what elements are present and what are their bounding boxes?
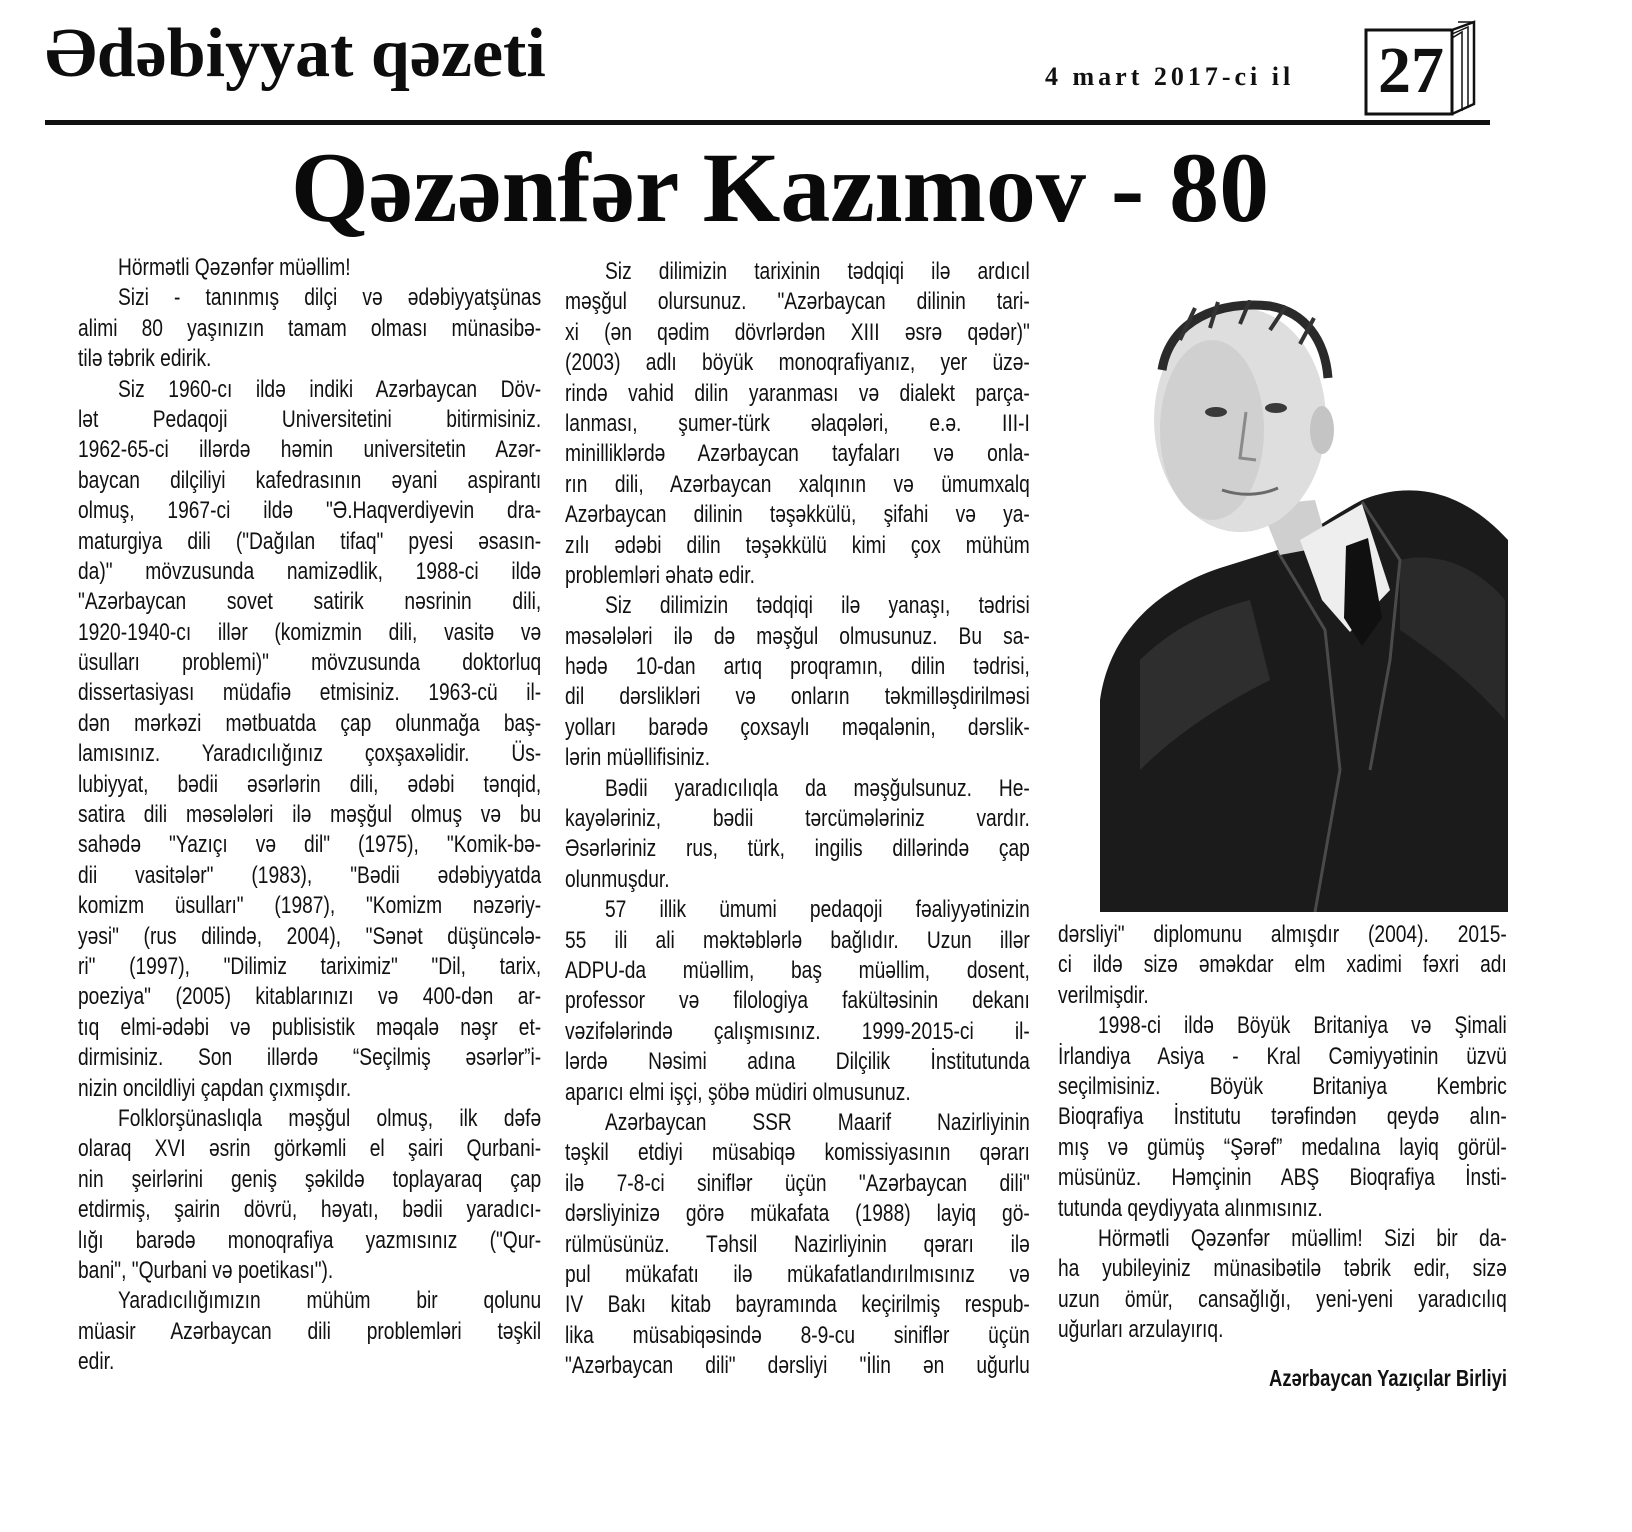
text-line: ci ildə sizə əməkdar elm xadimi fəxri adı	[1058, 951, 1507, 979]
text-line: üsulları problemi)" mövzusunda doktorluq	[78, 649, 542, 677]
signature: Azərbaycan Yazıçılar Birliyi	[1269, 1365, 1507, 1391]
text-line: edir.	[78, 1348, 115, 1376]
text-line: professor və filologiya fakültəsinin dekanı	[565, 987, 1030, 1015]
text-line: lika müsabiqəsində 8-9-cu siniflər üçün	[565, 1321, 1030, 1349]
newspaper-name: Ədəbiyyat qəzeti	[45, 15, 546, 92]
text-line: rın dili, Azərbaycan xalqının və ümumxalq	[565, 470, 1030, 498]
text-line: seçilmisiniz. Böyük Britaniya Kembric	[1058, 1072, 1507, 1100]
text-line: Hörmətli Qəzənfər müəllim! Sizi bir da-	[1098, 1224, 1507, 1252]
text-line: yolları barədə çoxsaylı məqalənin, dərslik-	[565, 713, 1030, 741]
text-line: Azərbaycan dilinin təşəkkülü, şifahi və ya-	[565, 501, 1030, 529]
text-line: tilə təbrik edirik.	[78, 345, 212, 373]
text-line: mış və gümüş “Şərəf” medalına layiq görül-	[1058, 1133, 1507, 1161]
text-line: sahədə "Yazıçı və dil" (1975), "Komik-bə-	[78, 831, 542, 859]
text-line: lubiyyat, bədii əsərlərin dili, ədəbi tənqid,	[78, 770, 542, 798]
text-line: aparıcı elmi işçi, şöbə müdiri olmusunuz.	[565, 1078, 911, 1106]
text-line: maturgiya dili ("Dağılan tifaq" pyesi əsasın-	[78, 527, 542, 555]
text-line: uzun ömür, cansağlığı, yeni-yeni yaradıcılıq	[1058, 1285, 1507, 1313]
paragraph	[565, 1108, 1030, 1382]
text-line: Siz dilimizin tədqiqi ilə yanaşı, tədrisi	[605, 592, 1030, 620]
article-column-1	[78, 253, 541, 1377]
page-number: 27	[1378, 34, 1444, 107]
text-line: nizin oncildliyi çapdan çıxmışdır.	[78, 1074, 352, 1102]
text-line: müsünüz. Həmçinin ABŞ Bioqrafiya İnsti-	[1058, 1164, 1507, 1192]
text-line: Əsərləriniz rus, türk, ingilis dillərində çap	[565, 835, 1030, 863]
photo-eye-left	[1205, 407, 1227, 417]
text-line: uğurları arzulayırıq.	[1058, 1316, 1224, 1344]
issue-date: 4 mart 2017-ci il	[1045, 62, 1295, 91]
portrait-photo	[1100, 300, 1508, 912]
text-line: məşğul olursunuz. "Azərbaycan dilinin tari-	[565, 288, 1030, 316]
text-line: ilə 7-8-ci siniflər üçün "Azərbaycan dili"	[565, 1169, 1030, 1197]
text-line: (2003) adlı böyük monoqrafiyanız, yer üzə-	[565, 349, 1030, 377]
text-line: təşkil etdiyi müsabiqə komissiyasının qərarı	[565, 1139, 1030, 1167]
text-line: zılı ədəbi dilin təşəkkülü kimi çox mühüm	[565, 531, 1030, 559]
text-line: Folklorşünaslıqla məşğul olmuş, ilk dəfə	[118, 1104, 542, 1132]
text-line: alimi 80 yaşınızın tamam olması münasibə-	[78, 314, 542, 342]
text-line: dən mərkəzi mətbuatda çap olunmağa baş-	[78, 709, 542, 737]
text-line: yəsi" (rus dilində, 2004), "Sənət düşüncələ-	[78, 922, 542, 950]
text-line: olunmuşdur.	[565, 865, 670, 893]
text-line: Hörmətli Qəzənfər müəllim!	[118, 254, 351, 281]
paragraph	[78, 253, 541, 283]
paragraph	[1058, 1224, 1507, 1346]
text-line: nin şeirlərini geniş şəkildə toplayaraq çap	[78, 1165, 542, 1193]
text-line: baycan dilçiliyi kafedrasının əyani aspirantı	[78, 466, 542, 494]
photo-eye-right	[1265, 403, 1287, 413]
text-line: 55 ili ali məktəblərlə bağlıdır. Uzun illər	[565, 926, 1030, 954]
text-line: olaraq XVI əsrin görkəmli el şairi Qurbani-	[78, 1135, 542, 1163]
text-line: lığı barədə monoqrafiya yazmısınız ("Qur-	[78, 1226, 542, 1254]
text-line: dərsliyinizə görə mükafata (1988) layiq gö-	[565, 1200, 1030, 1228]
text-line: Sizi - tanınmış dilçi və ədəbiyyatşünas	[118, 284, 542, 312]
paragraph	[565, 591, 1030, 773]
text-line: dii vasitələr" (1983), "Bədii ədəbiyyatda	[78, 861, 542, 889]
text-line: rində vahid dilin yaranması və dialekt parça-	[565, 379, 1030, 407]
text-line: Bioqrafiya İnstitutu tərəfindən qeydə alın-	[1058, 1103, 1507, 1131]
text-line: tutunda qeydiyyata alınmısınız.	[1058, 1194, 1323, 1222]
text-line: satira dili məsələləri ilə məşğul olmuş və bu	[78, 801, 542, 829]
text-line: 57 illik ümumi pedaqoji fəaliyyətinizin	[605, 896, 1030, 924]
paragraph	[1058, 920, 1507, 1011]
text-line: lamısınız. Yaradıcılığınız çoxşaxəlidir. Üs-	[78, 740, 542, 768]
article-column-2	[565, 257, 1030, 1381]
paragraph	[565, 774, 1030, 896]
photo-ear	[1310, 406, 1334, 454]
text-line: hədə 10-dan artıq proqramın, dilin tədrisi,	[565, 653, 1030, 681]
text-line: İrlandiya Asiya - Kral Cəmiyyətinin üzvü	[1058, 1042, 1507, 1070]
paragraph	[78, 1104, 541, 1286]
text-line: verilmişdir.	[1058, 981, 1149, 1009]
text-line: Azərbaycan SSR Maarif Nazirliyinin	[605, 1108, 1030, 1136]
text-line: vəzifələrində çalışmısınız. 1999-2015-ci il-	[565, 1017, 1030, 1045]
text-line: poeziya" (2005) kitablarınızı və 400-dən ar-	[78, 983, 542, 1011]
text-line: lət Pedaqoji Universitetini bitirmisiniz.	[78, 405, 542, 433]
text-line: müasir Azərbaycan dili problemləri təşkil	[78, 1317, 542, 1345]
text-line: IV Bakı kitab bayramında keçirilmiş respub-	[565, 1291, 1030, 1319]
text-line: minilliklərdə Azərbaycan tayfaları və onla-	[565, 440, 1030, 468]
text-line: dil dərslikləri və onların təkmilləşdirilməsi	[565, 683, 1030, 711]
text-line: kayələriniz, bədii tərcümələriniz vardır.	[565, 805, 1030, 833]
text-line: komizm üsulları" (1987), "Komizm nəzəriy-	[78, 892, 542, 920]
text-line: olmuş, 1967-ci ildə "Ə.Haqverdiyevin dra-	[78, 497, 542, 525]
text-line: dissertasiyası müdafiə etmisiniz. 1963-cü il-	[78, 679, 542, 707]
paragraph	[1058, 1011, 1507, 1224]
paragraph	[78, 283, 541, 374]
text-line: tıq elmi-ədəbi və publisistik məqalə nəşr et-	[78, 1013, 542, 1041]
text-line: rülmüsünüz. Təhsil Nazirliyinin qərarı ilə	[565, 1230, 1030, 1258]
text-line: ha yubileyiniz münasibətilə təbrik edir, sizə	[1058, 1255, 1507, 1283]
paragraph	[565, 257, 1030, 591]
text-line: dərsliyi" diplomunu almışdır (2004). 2015-	[1058, 921, 1507, 948]
text-line: lərdə Nəsimi adına Dilçilik İnstitutunda	[565, 1048, 1030, 1076]
text-line: 1962-65-ci illərdə həmin universitetin Azər-	[78, 436, 542, 464]
text-line: Bədii yaradıcılıqla da məşğulsunuz. He-	[605, 774, 1030, 802]
text-line: 1920-1940-cı illər (komizmin dili, vasitə və	[78, 618, 542, 646]
text-line: Yaradıcılığımızın mühüm bir qolunu	[118, 1287, 542, 1315]
paragraph	[565, 895, 1030, 1108]
text-line: 1998-ci ildə Böyük Britaniya və Şimali	[1098, 1012, 1507, 1040]
paragraph	[78, 1286, 541, 1377]
masthead-rule	[45, 120, 1490, 125]
text-line: ADPU-da müəllim, baş müəllim, dosent,	[565, 956, 1030, 984]
page-number-box	[1362, 20, 1480, 118]
text-line: etdirmiş, şairin dövrü, həyatı, bədii yaradıcı-	[78, 1196, 542, 1224]
text-line: da)" mövzusunda namizədlik, 1988-ci ildə	[78, 557, 542, 585]
text-line: "Azərbaycan sovet satirik nəsrinin dili,	[78, 588, 542, 616]
text-line: "Azərbaycan dili" dərsliyi "İlin ən uğurlu	[565, 1352, 1030, 1380]
text-line: bani", "Qurbani və poetikası").	[78, 1256, 334, 1284]
text-line: lanması, şumer-türk əlaqələri, e.ə. III-I	[565, 409, 1030, 437]
paragraph	[78, 375, 541, 1104]
text-line: xi (ən qədim dövrlərdən XIII əsrə qədər)"	[565, 318, 1030, 346]
text-line: lərin müəllifisiniz.	[565, 744, 711, 772]
text-line: Siz dilimizin tarixinin tədqiqi ilə ardıcıl	[605, 258, 1030, 285]
text-line: problemləri əhatə edir.	[565, 561, 755, 589]
text-line: ri" (1997), "Dilimiz tariximiz" "Dil, tarix,	[78, 952, 542, 980]
text-line: pul mükafatı ilə mükafatlandırılmısınız və	[565, 1260, 1030, 1288]
text-line: dirmisiniz. Son illərdə “Seçilmiş əsərlər”i-	[78, 1044, 542, 1072]
article-column-3	[1058, 920, 1507, 1345]
text-line: Siz 1960-cı ildə indiki Azərbaycan Döv-	[118, 375, 542, 403]
text-line: məsələləri ilə də məşğul olmusunuz. Bu sa-	[565, 622, 1030, 650]
headline: Qəzənfər Kazımov - 80	[290, 132, 1270, 243]
